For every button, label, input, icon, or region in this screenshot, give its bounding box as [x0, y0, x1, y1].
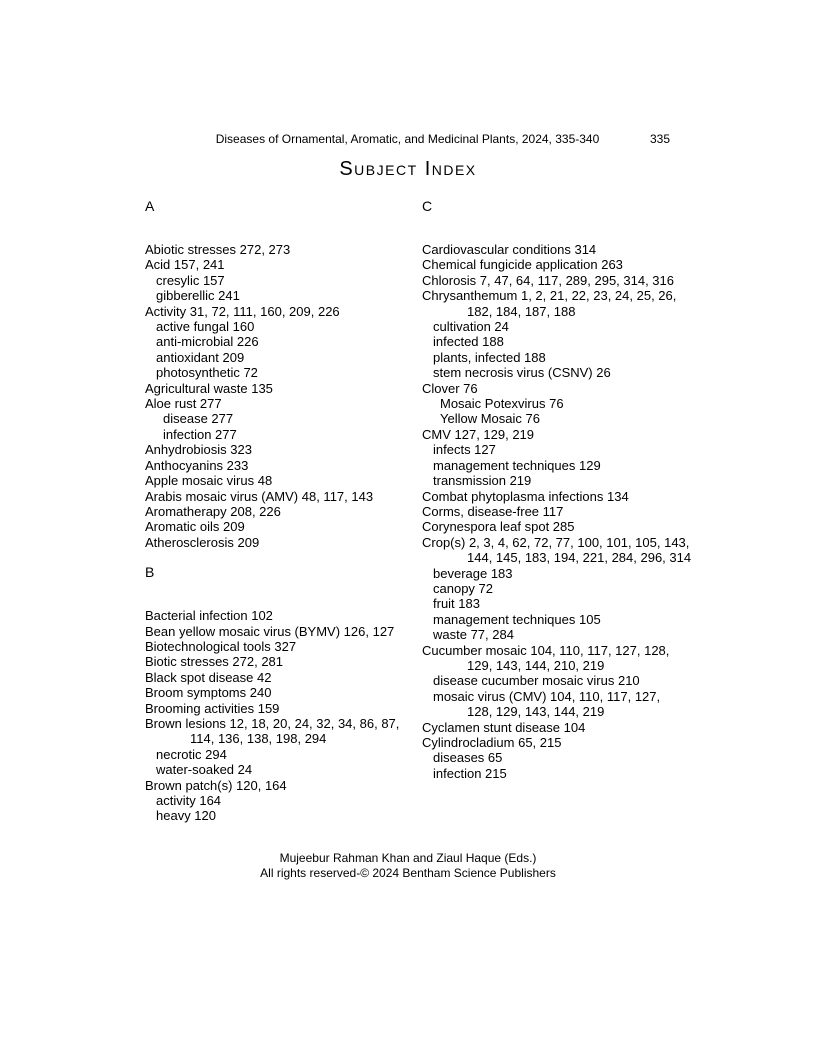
index-entry: management techniques 105 [433, 611, 601, 627]
index-entry: Cardiovascular conditions 314 [422, 242, 597, 257]
section-letter: B [145, 564, 155, 581]
index-entry: stem necrosis virus (CSNV) 26 [433, 365, 611, 381]
index-entry: 144, 145, 183, 194, 221, 284, 296, 314 [467, 550, 692, 566]
index-entry: infected 188 [433, 334, 504, 350]
index-section-a [145, 198, 413, 550]
index-entry: Cucumber mosaic 104, 110, 117, 127, 128, [422, 642, 670, 658]
index-entry: anti-microbial 226 [156, 334, 259, 350]
index-entry: Arabis mosaic virus (AMV) 48, 117, 143 [145, 488, 374, 504]
index-entry: transmission 219 [433, 473, 532, 489]
index-entry: Broom symptoms 240 [145, 685, 272, 701]
index-entry: Corms, disease-free 117 [422, 503, 564, 519]
index-entry: Bacterial infection 102 [145, 608, 273, 624]
index-entry: Combat phytoplasma infections 134 [422, 488, 629, 504]
index-entry: plants, infected 188 [433, 349, 546, 365]
index-entry: water-soaked 24 [156, 762, 253, 778]
running-header: Diseases of Ornamental, Aromatic, and Medicinal Plants, 2024, 335-340 [215, 132, 600, 146]
index-entry: management techniques 129 [433, 457, 601, 473]
index-entry: Aromatherapy 208, 226 [145, 503, 281, 519]
index-section-c [422, 198, 690, 781]
index-entry: infection 215 [433, 765, 507, 781]
page-footer [0, 851, 816, 881]
index-entry: active fungal 160 [156, 319, 255, 335]
index-entry: 128, 129, 143, 144, 219 [467, 704, 605, 720]
index-entry: 182, 184, 187, 188 [467, 303, 576, 319]
index-entry: Agricultural waste 135 [145, 380, 273, 396]
index-entry: activity 164 [156, 793, 222, 808]
index-entry: Atherosclerosis 209 [145, 534, 260, 550]
index-entry: Cyclamen stunt disease 104 [422, 719, 586, 735]
index-entry: Apple mosaic virus 48 [145, 473, 273, 489]
index-entry: waste 77, 284 [433, 627, 514, 643]
index-entry: Acid 157, 241 [145, 257, 225, 273]
index-entry: 129, 143, 144, 210, 219 [467, 657, 605, 673]
index-entry: fruit 183 [433, 596, 480, 612]
index-entry: gibberellic 241 [156, 288, 240, 304]
index-entry: 114, 136, 138, 198, 294 [190, 731, 327, 747]
index-entry: infects 127 [433, 442, 496, 458]
index-entry: Aromatic oils 209 [145, 519, 245, 535]
page-title: Subject Index [339, 158, 477, 180]
index-entry: Chlorosis 7, 47, 64, 117, 289, 295, 314, 316 [422, 272, 674, 288]
index-entry: Anthocyanins 233 [145, 457, 249, 473]
index-entry: Cylindrocladium 65, 215 [422, 735, 562, 750]
index-entry: Activity 31, 72, 111, 160, 209, 226 [145, 303, 340, 319]
index-column-left [145, 198, 413, 824]
index-entry: diseases 65 [433, 750, 503, 766]
index-column-right [422, 198, 690, 824]
index-entry: mosaic virus (CMV) 104, 110, 117, 127, [433, 688, 661, 704]
footer-editors-line: Mujeebur Rahman Khan and Ziaul Haque (Eds.) [279, 851, 537, 865]
index-entry: Chemical fungicide application 263 [422, 257, 623, 273]
index-entry: necrotic 294 [156, 746, 227, 762]
index-entry: Black spot disease 42 [145, 669, 272, 685]
index-entry: beverage 183 [433, 565, 513, 581]
index-entry: Anhydrobiosis 323 [145, 442, 252, 458]
index-entry: CMV 127, 129, 219 [422, 426, 535, 442]
index-entry: antioxidant 209 [156, 349, 245, 365]
index-entry: Clover 76 [422, 380, 478, 396]
index-entry: cresylic 157 [156, 272, 225, 288]
index-entry: Mosaic Potexvirus 76 [440, 396, 564, 412]
index-entry: Brooming activities 159 [145, 700, 280, 716]
index-entry: Yellow Mosaic 76 [440, 411, 540, 427]
index-entry: Aloe rust 277 [145, 396, 222, 412]
index-entry: Crop(s) 2, 3, 4, 62, 72, 77, 100, 101, 105, 143, [422, 534, 690, 550]
index-entry: Corynespora leaf spot 285 [422, 519, 575, 535]
index-section-b [145, 564, 413, 824]
section-letter: C [422, 198, 433, 214]
index-entry: Biotechnological tools 327 [145, 638, 297, 654]
index-entry: Bean yellow mosaic virus (BYMV) 126, 127 [145, 623, 395, 639]
index-entry: disease 277 [163, 411, 234, 427]
footer-copyright-line: All rights reserved-© 2024 Bentham Science Publishers [260, 866, 556, 880]
index-entry: Brown patch(s) 120, 164 [145, 777, 287, 793]
index-entry: canopy 72 [433, 580, 493, 596]
index-entry: Brown lesions 12, 18, 20, 24, 32, 34, 86, 87, [145, 715, 400, 731]
index-entry: cultivation 24 [433, 319, 509, 335]
index-entry: Abiotic stresses 272, 273 [145, 242, 291, 257]
page-number: 335 [649, 132, 670, 146]
index-entry: photosynthetic 72 [156, 365, 258, 381]
index-entry: heavy 120 [156, 808, 216, 824]
index-entry: infection 277 [163, 426, 237, 442]
section-letter: A [145, 198, 155, 214]
index-columns [145, 198, 690, 824]
index-entry: Biotic stresses 272, 281 [145, 654, 284, 670]
index-entry: disease cucumber mosaic virus 210 [433, 673, 640, 689]
index-entry: Chrysanthemum 1, 2, 21, 22, 23, 24, 25, 26, [422, 288, 677, 304]
